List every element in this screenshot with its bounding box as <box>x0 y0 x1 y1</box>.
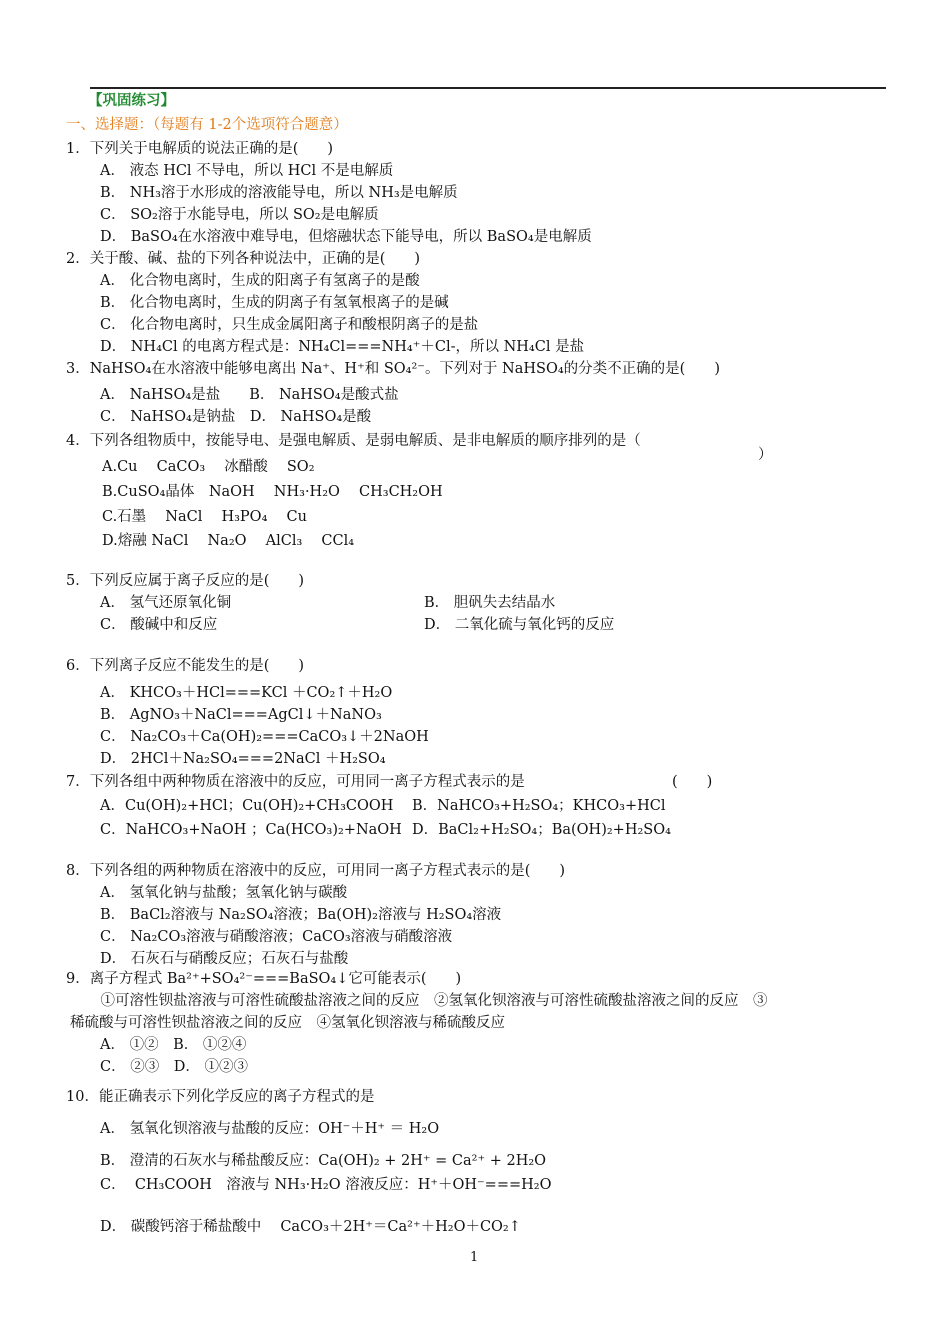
q6-stem: 6．下列离子反应不能发生的是( ) <box>66 658 305 674</box>
q4-option-b: B.CuSO₄晶体 NaOH NH₃·H₂O CH₃CH₂OH <box>102 484 443 500</box>
q4-stem: 4．下列各组物质中，按能导电、是强电解质、是弱电解质、是非电解质的顺序排列的是（ <box>66 433 641 449</box>
q8-option-a: A． 氢氧化钠与盐酸；氢氧化钠与碳酸 <box>100 885 348 901</box>
q9-options-ab: A． ①② B． ①②④ <box>100 1037 247 1053</box>
q8-option-c: C． Na₂CO₃溶液与硝酸溶液；CaCO₃溶液与硝酸溶液 <box>100 929 453 945</box>
q1-stem: 1．下列关于电解质的说法正确的是( ) <box>66 141 334 157</box>
q7-answer-paren: ( ) <box>672 774 713 790</box>
q5-stem: 5．下列反应属于离子反应的是( ) <box>66 573 305 589</box>
section-title: 一、选择题：（每题有 1-2个选项符合题意） <box>66 117 348 133</box>
q4-option-d: D.熔融 NaCl Na₂O AlCl₃ CCl₄ <box>102 533 355 549</box>
q4-option-c: C.石墨 NaCl H₃PO₄ Cu <box>102 509 307 525</box>
q9-body-line1: ①可溶性钡盐溶液与可溶性硫酸盐溶液之间的反应 ②氢氧化钡溶液与可溶性硫酸盐溶液之间的反应 ③ <box>86 993 768 1009</box>
q10-option-c: C． CH₃COOH 溶液与 NH₃·H₂O 溶液反应：H⁺＋OH⁻===H₂O <box>100 1177 552 1193</box>
q8-option-d: D． 石灰石与硝酸反应；石灰石与盐酸 <box>100 951 349 967</box>
header-rule <box>90 87 886 89</box>
q7-stem: 7．下列各组中两种物质在溶液中的反应，可用同一离子方程式表示的是 <box>66 774 525 790</box>
q7-option-c: C．NaHCO₃+NaOH ；Ca(HCO₃)₂+NaOH <box>100 822 402 838</box>
q3-options-ab: A． NaHSO₄是盐 B． NaHSO₄是酸式盐 <box>100 387 399 403</box>
q2-stem: 2．关于酸、碱、盐的下列各种说法中，正确的是( ) <box>66 251 421 267</box>
practice-heading: 【巩固练习】 <box>88 92 175 109</box>
q9-stem: 9．离子方程式 Ba²⁺+SO₄²⁻===BaSO₄↓它可能表示( ) <box>66 971 462 987</box>
q1-option-c: C． SO₂溶于水能导电，所以 SO₂是电解质 <box>100 207 379 223</box>
q6-option-a: A． KHCO₃＋HCl===KCl ＋CO₂↑＋H₂O <box>100 685 393 701</box>
q10-option-a: A． 氢氧化钡溶液与盐酸的反应：OH⁻＋H⁺ ＝ H₂O <box>100 1121 440 1137</box>
q1-option-b: B． NH₃溶于水形成的溶液能导电，所以 NH₃是电解质 <box>100 185 458 201</box>
q9-options-cd: C． ②③ D． ①②③ <box>100 1059 248 1075</box>
q5-option-b: B． 胆矾失去结晶水 <box>424 595 556 611</box>
q7-option-d: D．BaCl₂+H₂SO₄；Ba(OH)₂+H₂SO₄ <box>412 822 671 838</box>
q3-stem: 3．NaHSO₄在水溶液中能够电离出 Na⁺、H⁺和 SO₄²⁻。下列对于 NaHSO₄的分类不正确的是( ) <box>66 361 720 377</box>
q5-option-c: C． 酸碱中和反应 <box>100 617 218 633</box>
q10-option-d: D． 碳酸钙溶于稀盐酸中 CaCO₃＋2H⁺＝Ca²⁺＋H₂O＋CO₂↑ <box>100 1219 521 1235</box>
page-number: 1 <box>470 1250 479 1265</box>
q2-option-d: D． NH₄Cl 的电离方程式是：NH₄Cl===NH₄⁺＋Cl-，所以 NH₄Cl 是盐 <box>100 339 585 355</box>
q6-option-b: B． AgNO₃＋NaCl===AgCl↓＋NaNO₃ <box>100 707 382 723</box>
q9-body-line2: 稀硫酸与可溶性钡盐溶液之间的反应 ④氢氧化钡溶液与稀硫酸反应 <box>70 1015 505 1031</box>
q1-option-d: D． BaSO₄在水溶液中难导电，但熔融状态下能导电，所以 BaSO₄是电解质 <box>100 229 592 245</box>
q3-options-cd: C． NaHSO₄是钠盐 D． NaHSO₄是酸 <box>100 409 372 425</box>
q5-option-a: A． 氢气还原氧化铜 <box>100 595 232 611</box>
q6-option-c: C． Na₂CO₃＋Ca(OH)₂===CaCO₃↓＋2NaOH <box>100 729 429 745</box>
q5-option-d: D． 二氧化硫与氧化钙的反应 <box>424 617 615 633</box>
q8-option-b: B． BaCl₂溶液与 Na₂SO₄溶液；Ba(OH)₂溶液与 H₂SO₄溶液 <box>100 907 502 923</box>
q2-option-a: A． 化合物电离时，生成的阳离子有氢离子的是酸 <box>100 273 420 289</box>
q7-option-a: A．Cu(OH)₂+HCl；Cu(OH)₂+CH₃COOH <box>100 798 394 814</box>
q10-option-b: B． 澄清的石灰水与稀盐酸反应：Ca(OH)₂ + 2H⁺ = Ca²⁺ + 2H₂O <box>100 1153 547 1169</box>
q4-stem-end: ） <box>758 447 773 463</box>
q8-stem: 8．下列各组的两种物质在溶液中的反应，可用同一离子方程式表示的是( ) <box>66 863 566 879</box>
q1-option-a: A． 液态 HCl 不导电，所以 HCl 不是电解质 <box>100 163 394 179</box>
q4-option-a: A.Cu CaCO₃ 冰醋酸 SO₂ <box>102 459 315 475</box>
q7-option-b: B．NaHCO₃+H₂SO₄；KHCO₃+HCl <box>412 798 666 814</box>
q6-option-d: D． 2HCl＋Na₂SO₄===2NaCl ＋H₂SO₄ <box>100 751 386 767</box>
q10-stem: 10．能正确表示下列化学反应的离子方程式的是 <box>66 1089 375 1105</box>
q2-option-b: B． 化合物电离时，生成的阴离子有氢氧根离子的是碱 <box>100 295 449 311</box>
q2-option-c: C． 化合物电离时，只生成金属阳离子和酸根阴离子的是盐 <box>100 317 479 333</box>
